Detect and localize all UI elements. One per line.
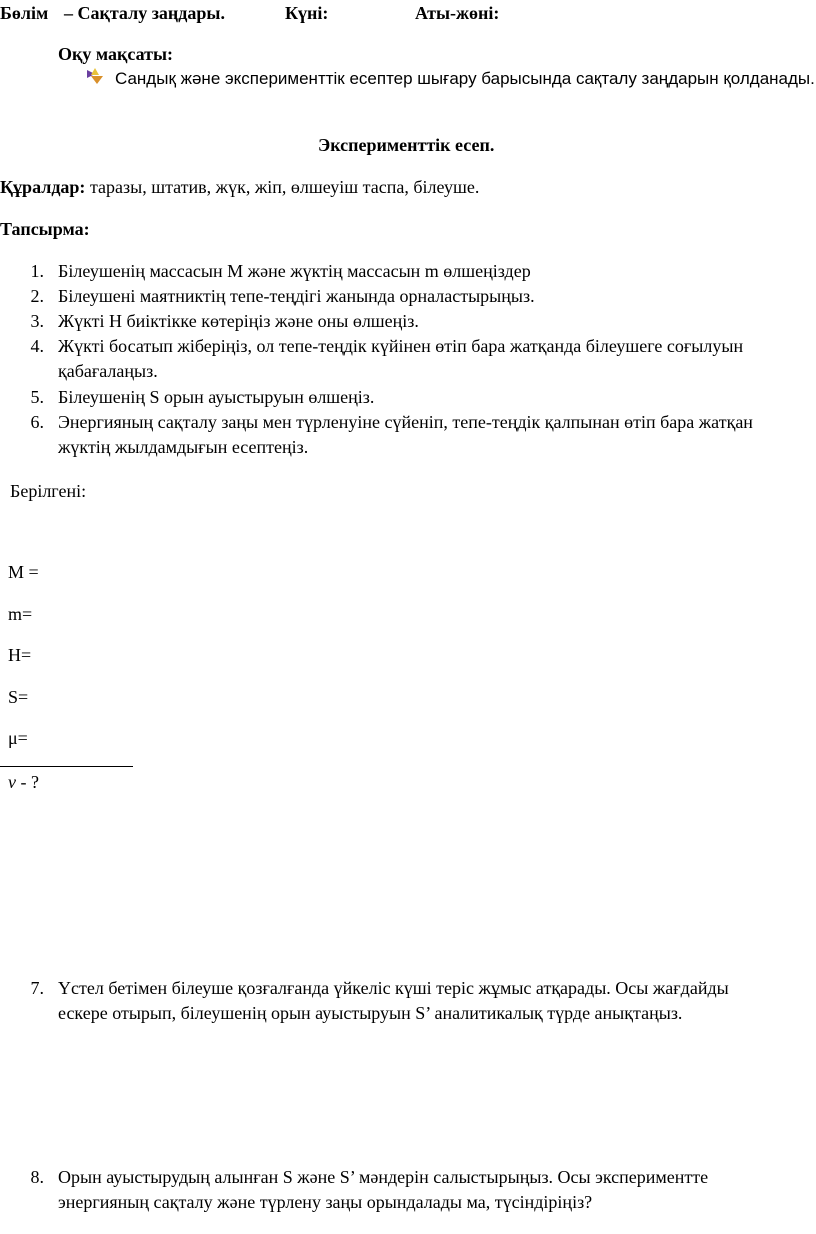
task-number: 6.: [30, 412, 44, 432]
task-number: 7.: [30, 978, 44, 998]
task-text-continued: қабағалаңыз.: [58, 361, 158, 381]
task-text: Білеушенің S орын ауыстыруын өлшеңіз.: [58, 387, 375, 407]
task-number: 1.: [30, 261, 44, 281]
equipment-text: таразы, штатив, жүк, жіп, өлшеуіш таспа, білеуше.: [85, 177, 480, 197]
find-variable: ν: [8, 772, 16, 792]
task-text: Жүкті босатып жіберіңіз, ол тепе-теңдік күйінен өтіп бара жатқанда білеушеге соғылуын: [58, 336, 744, 356]
arrow-bullet-icon: [86, 68, 104, 85]
task-number: 8.: [30, 1167, 44, 1187]
task-number: 5.: [30, 387, 44, 407]
given-label: Берілгені:: [10, 481, 87, 501]
given-row: μ=: [8, 728, 28, 748]
task-number: 4.: [30, 336, 44, 356]
problem-title: Эксперименттік есеп.: [318, 135, 495, 155]
given-row: М =: [8, 562, 39, 582]
objectives-title: Оқу мақсаты:: [58, 44, 174, 64]
objective-item: Сандық және эксперименттік есептер шығару барысында сақталу заңдарын қолданады.: [115, 69, 815, 88]
task-text-continued: ескере отырып, білеушенің орын ауыстыруын S’ аналитикалық түрде анықтаңыз.: [58, 1003, 683, 1023]
given-divider: [0, 766, 133, 767]
section-label: Бөлім: [0, 3, 49, 23]
given-row: H=: [8, 645, 32, 665]
task-text: Орын ауыстырудың алынған S және S’ мәндерін салыстырыңыз. Осы экспериментте: [58, 1167, 709, 1187]
task-number: 2.: [30, 286, 44, 306]
find-line: [8, 773, 39, 791]
task-label: Тапсырма:: [0, 219, 90, 239]
equipment-label: Құралдар:: [0, 177, 86, 197]
equipment-line: [0, 178, 479, 196]
task-text-continued: жүктің жылдамдығын есептеңіз.: [58, 437, 309, 457]
given-row: m=: [8, 604, 33, 624]
given-row: S=: [8, 687, 29, 707]
task-text: Энергияның сақталу заңы мен түрленуіне сүйеніп, тепе-теңдік қалпынан өтіп бара жатқан: [58, 412, 753, 432]
name-label: Аты-жөні:: [415, 3, 500, 23]
date-label: Күні:: [285, 3, 329, 23]
task-text: Жүкті Н биіктікке көтеріңіз және оны өлшеңіз.: [58, 311, 419, 331]
find-text: - ?: [16, 772, 39, 792]
task-text-continued: энергияның сақталу және түрлену заңы орындалады ма, түсіндіріңіз?: [58, 1192, 593, 1212]
task-text: Білеушені маятниктің тепе-теңдігі жанында орналастырыңыз.: [58, 286, 535, 306]
task-text: Білеушенің массасын М және жүктің массасын m өлшеңіздер: [58, 261, 531, 281]
topic-title: – Сақталу заңдары.: [64, 3, 225, 23]
task-number: 3.: [30, 311, 44, 331]
task-text: Үстел бетімен білеуше қозғалғанда үйкеліс күші теріс жұмыс атқарады. Осы жағдайды: [58, 978, 729, 998]
